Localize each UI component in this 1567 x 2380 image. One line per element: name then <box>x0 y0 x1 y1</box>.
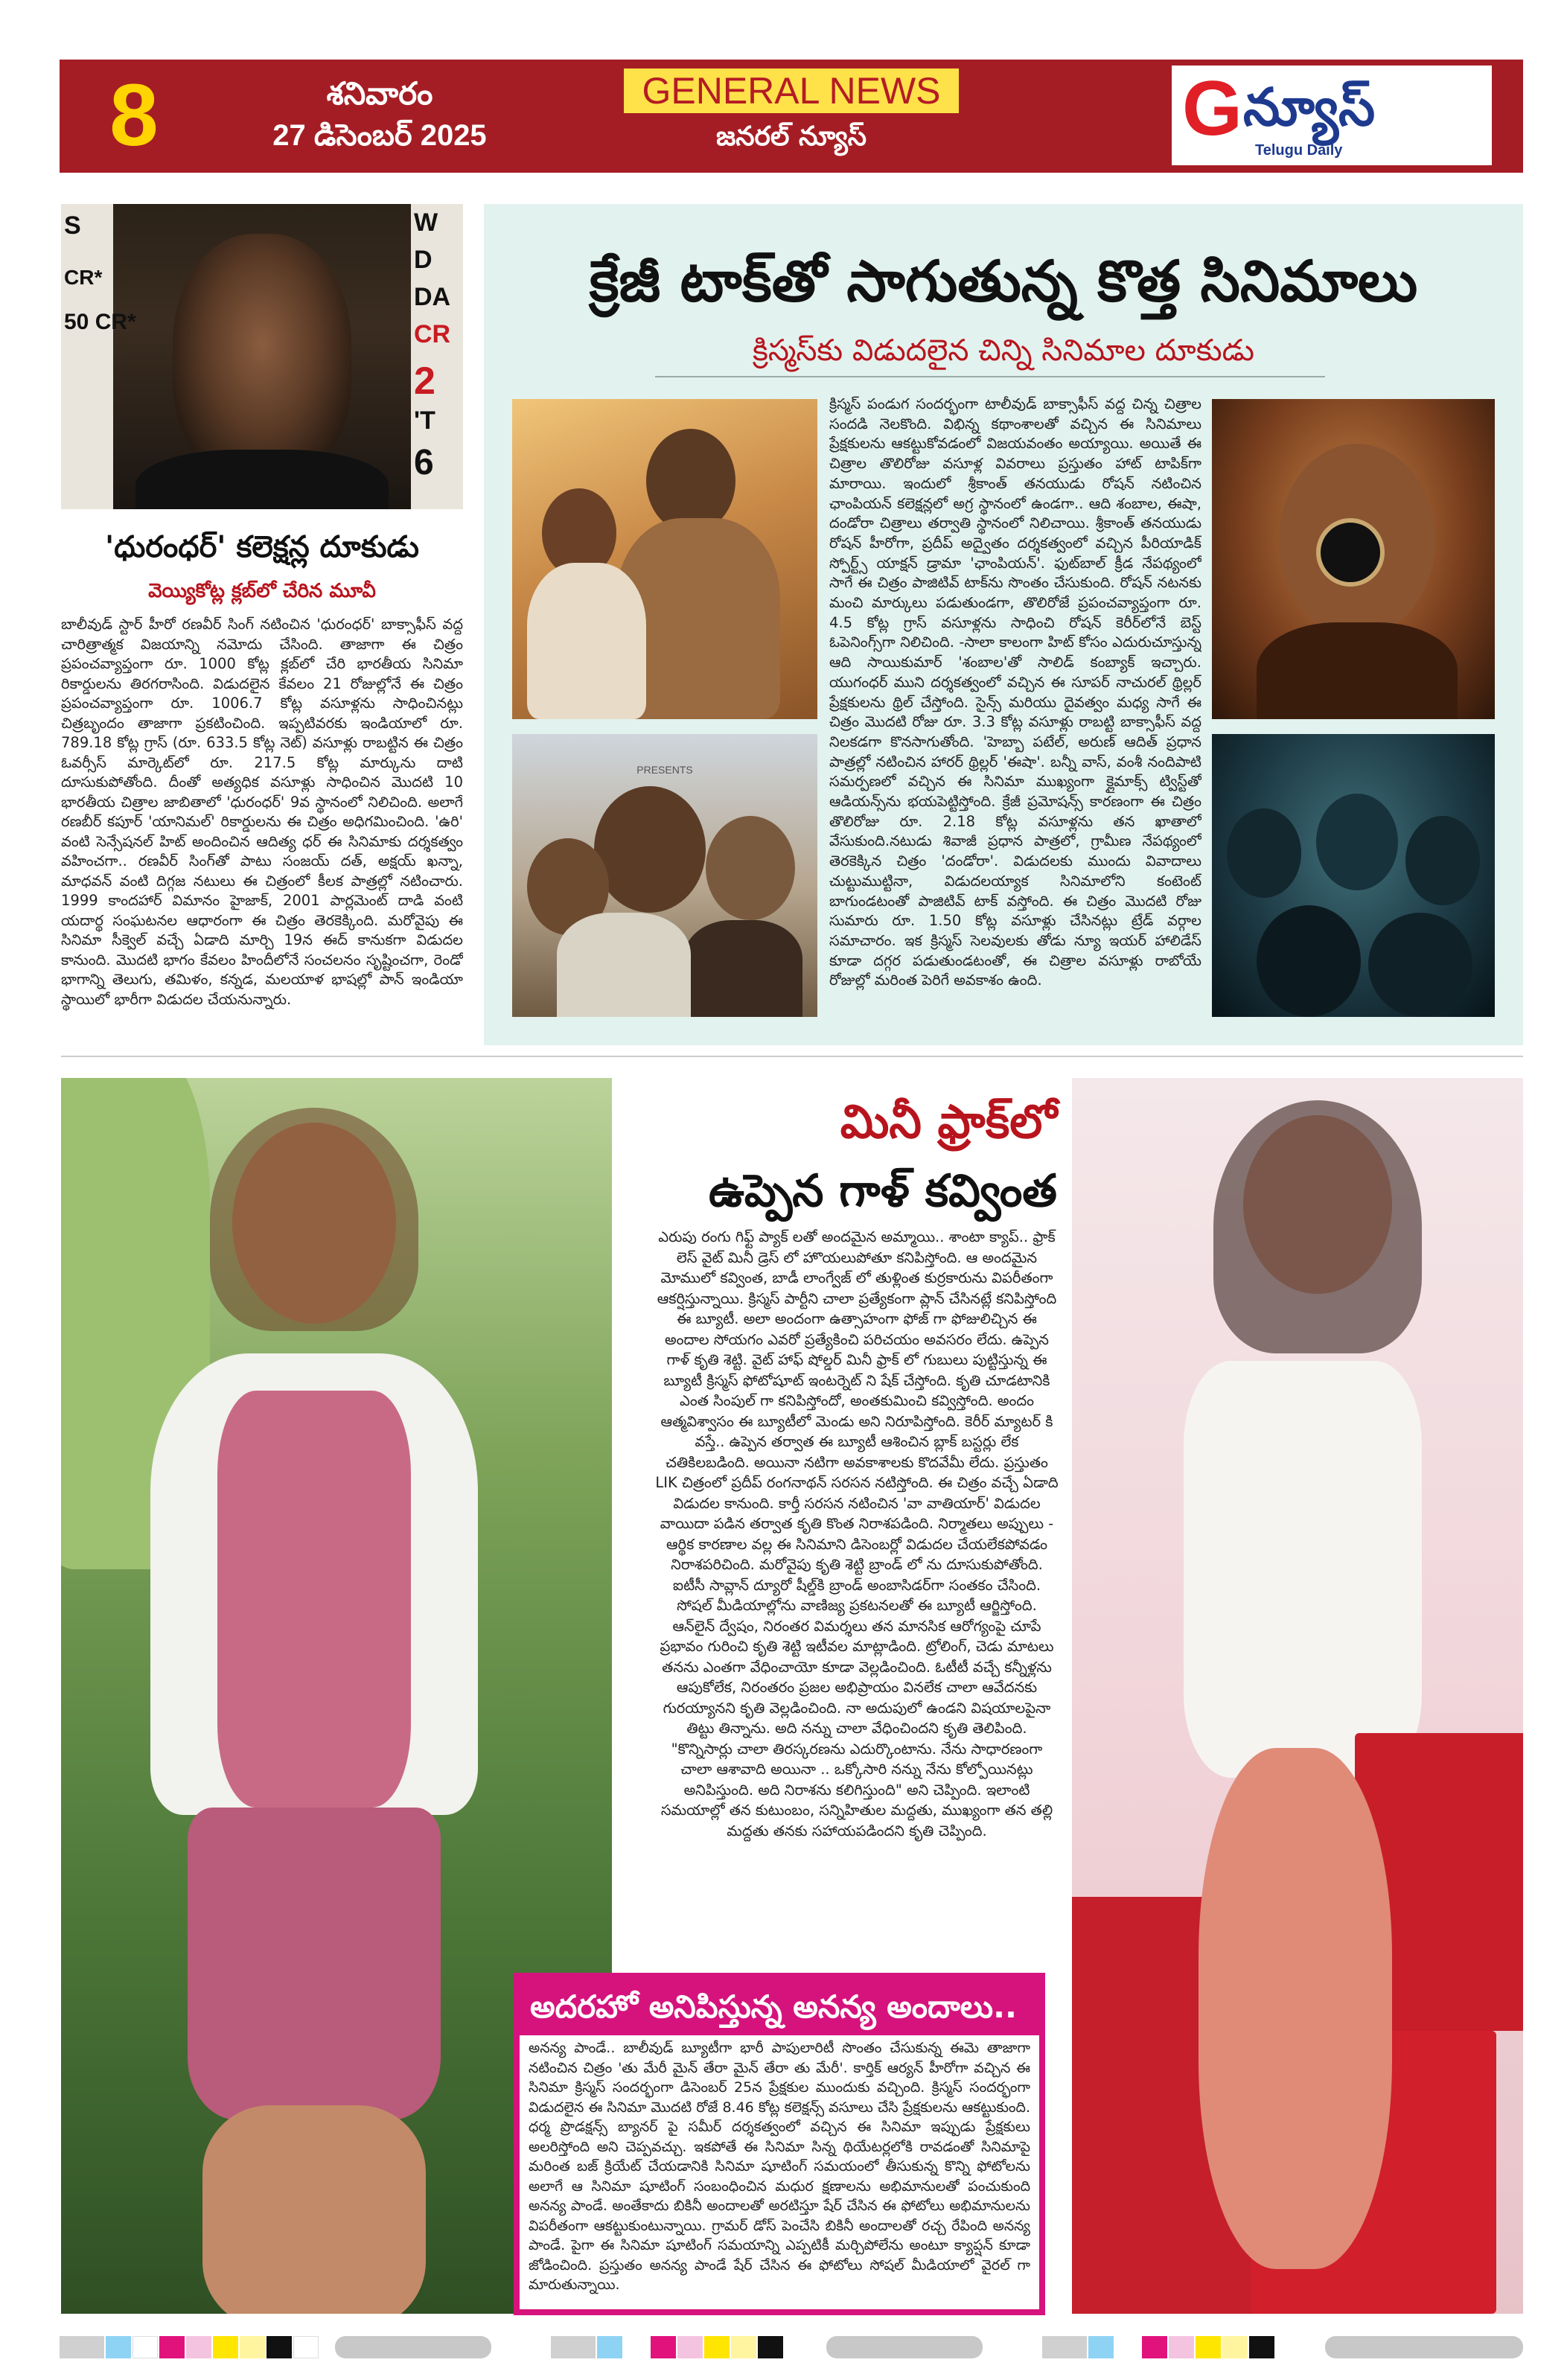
color-swatch <box>1169 2336 1194 2358</box>
g-news-logo <box>1172 66 1492 165</box>
poster-text: 6 <box>414 443 434 482</box>
color-swatch <box>826 2336 983 2358</box>
photo-shorts <box>188 1808 441 2120</box>
dandora-film-photo <box>512 734 817 1017</box>
color-swatch <box>1142 2336 1167 2358</box>
ananya-article-box <box>514 1973 1045 2315</box>
photo-legs <box>202 2105 426 2314</box>
poster-text: 'T <box>414 406 435 435</box>
shambala-film-photo <box>1212 399 1495 719</box>
photo-figure <box>527 563 646 719</box>
section-label-en: GENERAL NEWS <box>624 68 959 113</box>
masthead <box>60 60 1523 173</box>
color-swatch <box>1325 2336 1523 2358</box>
ananya-body: అనన్య పాండే.. బాలీవుడ్ బ్యూటీగా భారీ పాపులారిటీ సొంతం చేసుకున్న ఈమె తాజాగా నటించిన చిత్రం 'తు మేరీ మైన్ తేరా మైన్ తేరా తు మేరీ'. కార్తిక్ ఆర్యన్ హీరోగా వచ్చిన ఈ సినిమా క్రిస్మస్ సందర్భంగా డిసెంబర్ 25న ప్రేక్షకుల ముందుకు వచ్చింది. క్రిస్మస్ సందర్భంగా విడుదలైన ఈ సినిమా మొదటి రోజే 8.46 కోట్ల కలెక్షన్స్ వసూలు చేసి ప్రేక్షకులను ఆకట్టుకుంది. ధర్మ ప్రొడక్షన్స్ బ్యానర్ పై సమీర్ దర్శకత్వంలో వచ్చిన ఈ సినిమా ఇప్పుడు ప్రేక్షకులు అలరిస్తోంది అని చెప్పవచ్చు. ఇకపోతే ఈ సినిమా సిన్న థియేటర్లలోకి రావడంతో సినిమాపై మరింత బజ్ క్రియేట్ చేయడానికి సినిమా షూటింగ్ సమయంలో తీసుకున్న కొన్ని ఫోటోలను అలాగే ఆ సినిమా షూటింగ్ సంబంధించిన మధుర క్షణాలను అభిమానులతో పంచుకుంది అనన్య పాండే. అంతేకాదు బికినీ అందాలతో అరటిస్తూ షేర్ చేసిన ఈ ఫోటోలు అభిమానులను విపరీతంగా ఆకట్టుకుంటున్నాయి. గ్రామర్ డోస్ పెంచేసి బికినీ అందాలతో రచ్చ రేపింది అనన్య పాండే. పైగా ఈ సినిమా షూటింగ్ సమయాన్ని ఎప్పటికీ మర్చిపోలేను అంటూ క్యాప్షన్ కూడా జోడించింది. ప్రస్తుతం అనన్య పాండే షేర్ చేసిన ఈ ఫోటోలు సోషల్ మీడియాలో వైరల్ గా మారుతున్నాయి. <box>529 2040 1030 2293</box>
print-color-bar <box>60 2336 1523 2358</box>
color-swatch <box>186 2336 211 2358</box>
color-swatch <box>1249 2336 1274 2358</box>
photo-figure <box>1257 905 1361 1017</box>
photo-figure <box>594 786 706 913</box>
day-label: శనివారం <box>326 75 433 112</box>
poster-text: CR <box>414 320 451 348</box>
poster-strip-right <box>411 204 463 509</box>
photo-figure <box>683 920 802 1017</box>
color-swatch <box>704 2336 730 2358</box>
feature-body: క్రిస్మస్ పండుగ సందర్భంగా టాలీవుడ్ బాక్సాఫీస్ వద్ద చిన్న చిత్రాల సందడి నెలకొంది. విభిన్న కథాంశాలతో వచ్చిన ఈ సినిమాలు ప్రేక్షకులను ఆకట్టుకోవడంలో విజయవంతం అయ్యాయి. అయితే ఈ చిత్రాల తొలిరోజు వసూళ్ల వివరాలు ప్రస్తుతం హాట్ టాపిక్‌గా మారాయి. ఇందులో శ్రీకాంత్ తనయుడు రోషన్ నటించిన ఛాంపియన్ కలెక్షన్లలో అగ్ర స్థానంలో ఉండగా.. ఆది శంబాల, ఈషా, దండోరా చిత్రాలు తర్వాతి స్థానంలో నిలిచాయి. శ్రీకాంత్ తనయుడు రోషన్ హీరోగా, ప్రదీప్ అద్వైతం దర్శకత్వంలో వచ్చిన పీరియాడిక్ స్పోర్ట్స్ యాక్షన్ డ్రామా 'ఛాంపియన్'. ఫుట్‌బాల్ క్రీడ నేపథ్యంలో సాగే ఈ చిత్రం పాజిటివ్ టాక్‌ను సొంతం చేసుకుంది. రోషన్ నటనకు మంచి మార్కులు పడుతుండగా, తొలిరోజే ప్రపంచవ్యాప్తంగా రూ. 4.5 కోట్ల గ్రాస్ వసూళ్లను సాధించి రోషన్ కెరీర్‌లోనే బెస్ట్ ఓపెనింగ్స్‌గా నిలిచింది. -సాలా కాలంగా హిట్ కోసం ఎదురుచూస్తున్న ఆది సాయికుమార్ 'శంబాల'తో సాలిడ్ కంబ్యాక్ ఇచ్చారు. యుగంధర్ ముని దర్శకత్వంలో వచ్చిన ఈ సూపర్ నాచురల్ థ్రిల్లర్ ప్రేక్షకులను థ్రిల్ చేస్తోంది. సైన్స్ మరియు దైవత్వం మధ్య సాగే ఈ చిత్రం మొదటి రోజు రూ. 3.3 కోట్ల వసూళ్లు రాబట్టి బాక్సాఫీస్ వద్ద నిలకడగా కొనసాగుతోంది. 'హెబ్బా పటేల్, అరుణ్ ఆదిత్ ప్రధాన పాత్రల్లో నటించిన హారర్ థ్రిల్లర్ 'ఈషా'. బన్నీ వాస్, వంశీ నందిపాటి సమర్పణలో వచ్చిన ఈ సినిమా ముఖ్యంగా క్లైమాక్స్ ట్విస్ట్‌తో ఆడియన్స్‌ను భయపెట్టిస్తోంది. క్రేజీ ప్రమోషన్స్ కారణంగా ఈ చిత్రం తొలిరోజు రూ. 2.18 కోట్ల వసూళ్లను తన ఖాతాలో వేసుకుంది.నటుడు శివాజీ ప్రధాన పాత్రలో, గ్రామీణ నేపథ్యంలో తెరకెక్కిన చిత్రం 'దండోరా'. విడుదలకు ముందు వివాదాలు చుట్టుముట్టినా, విడుదలయ్యాక సినిమాలోని కంటెంట్ బాగుండటంతో పాజిటివ్ టాక్ వస్తోంది. ఈ చిత్రం మొదటి రోజు సుమారు రూ. 1.50 కోట్ల వసూళ్లు చేసినట్లు ట్రేడ్ వర్గాల సమాచారం. ఇక క్రిస్మస్ సెలవులకు తోడు న్యూ ఇయర్ హాలిడేస్ కూడా దగ్గర పడుతుండటంతో, ఈ చిత్రాల వసూళ్లు రాబోయే రోజుల్లో మరింత పెరిగే అవకాశం ఉంది. <box>829 395 1201 989</box>
poster-text: 50 CR* <box>64 310 136 334</box>
color-swatch <box>106 2336 131 2358</box>
poster-strip-left <box>61 204 136 509</box>
color-swatch <box>677 2336 703 2358</box>
photo-figure <box>1227 808 1301 898</box>
photo-figure <box>1316 794 1398 890</box>
photo-figure <box>1405 816 1480 905</box>
color-swatch <box>213 2336 238 2358</box>
dateline <box>246 73 514 162</box>
color-swatch <box>293 2336 319 2358</box>
frock-headline-line2: ఉప్పెన గాళ్ కవ్వింత <box>708 1165 1057 1217</box>
section-label-te: జనరల్ న్యూస్ <box>715 121 867 152</box>
color-swatch <box>758 2336 783 2358</box>
frock-headline-line1: మినీ ఫ్రాక్‌లో <box>840 1094 1057 1149</box>
photo-figure <box>557 913 691 1017</box>
color-swatch <box>240 2336 265 2358</box>
photo-top <box>217 1391 411 1808</box>
photo-caption: PRESENTS <box>636 764 693 776</box>
photo-figure <box>646 429 735 533</box>
photo-figure <box>706 816 795 920</box>
color-swatch <box>1196 2336 1221 2358</box>
color-swatch <box>651 2336 676 2358</box>
photo-detail <box>1316 518 1385 587</box>
photo-dress <box>1184 1361 1422 1778</box>
dhurandhar-subheadline: వెయ్యికోట్ల క్లబ్‌లో చేరిన మూవీ <box>148 580 376 602</box>
poster-text: D <box>414 246 433 274</box>
section-label <box>624 68 959 164</box>
color-swatch <box>267 2336 292 2358</box>
ananya-headline: అదరహో అనిపిస్తున్న అనన్య అందాలు.. <box>520 1979 1039 2035</box>
dhurandhar-photo <box>61 204 463 509</box>
poster-text: S <box>64 211 81 240</box>
color-swatch <box>1088 2336 1114 2358</box>
feature-subheadline: క్రిస్మస్‌కు విడుదలైన చిన్ని సినిమాల దూకుడు <box>752 334 1255 368</box>
feature-divider <box>655 376 1325 377</box>
page-number: 8 <box>109 66 159 165</box>
actor-portrait <box>173 234 351 479</box>
actor-shirt <box>135 450 389 509</box>
photo-figure <box>1257 622 1458 719</box>
poster-text: 2 <box>414 360 435 403</box>
photo-hair <box>210 1108 418 1331</box>
color-swatch <box>133 2336 158 2358</box>
color-swatch <box>1222 2336 1248 2358</box>
date-label: 27 డిసెంబర్ 2025 <box>272 119 487 152</box>
logo-text: న్యూస్ <box>1243 77 1376 138</box>
champion-film-photo <box>512 399 817 719</box>
photo-hair <box>1213 1100 1422 1353</box>
photo-figure <box>1368 913 1472 1017</box>
section-divider <box>61 1056 1523 1057</box>
poster-text: DA <box>414 283 451 311</box>
feature-headline: క్రేజీ టాక్‌తో సాగుతున్న కొత్త సినిమాలు <box>589 248 1418 314</box>
dhurandhar-headline: 'ధురంధర్' కలెక్షన్ల దూకుడు <box>105 530 419 564</box>
logo-letter: G <box>1182 66 1242 152</box>
color-swatch <box>731 2336 756 2358</box>
color-swatch <box>60 2336 104 2358</box>
dhurandhar-body: బాలీవుడ్ స్టార్ హీరో రణవీర్ సింగ్ నటించిన 'ధురంధర్' బాక్సాఫీస్ వద్ద చారిత్రాత్మక విజయాన్ని నమోదు చేసింది. తాజాగా ఈ చిత్రం ప్రపంచవ్యాప్తంగా రూ. 1000 కోట్ల క్లబ్‌లో చేరి భారతీయ సినిమా రికార్డులను తిరగరాసింది. విడుదలైన కేవలం 21 రోజుల్లోనే ఈ చిత్రం ప్రపంచవ్యాప్తంగా రూ. 1006.7 కోట్ల వసూళ్లను సాధించినట్లు చిత్రబృందం తాజాగా ప్రకటించింది. ఇప్పటివరకు ఇండియాలో రూ. 789.18 కోట్ల గ్రాస్ (రూ. 633.5 కోట్ల నెట్) వసూళ్లు రాబట్టిన ఈ చిత్రం ఓవర్సీస్ మార్కెట్‌లో రూ. 217.5 కోట్ల మార్కును దాటి దూసుకుపోతోంది. దీంతో అత్యధిక వసూళ్లు సాధించిన మొదటి 10 భారతీయ చిత్రాల జాబితాలో 'ధురంధర్' 9వ స్థానంలో నిలిచింది. అలాగే రణబీర్ కపూర్ 'యానిమల్' రికార్డులను ఈ చిత్రం అధిగమించింది. 'ఉరి' వంటి సెన్సేషనల్ హిట్ అందించిన ఆదిత్య ధర్ ఈ సినిమాకు దర్శకత్వం వహించగా.. రణవీర్ సింగ్‌తో పాటు సంజయ్ దత్, అక్షయ్ ఖన్నా, మాధవన్ వంటి దిగ్గజ నటులు ఈ చిత్రంలో కీలక పాత్రల్లో నటించారు. 1999 కాందహార్ విమానం హైజాక్, 2001 పార్లమెంట్ దాడి వంటి యదార్థ సంఘటనల ఆధారంగా ఈ చిత్రం తెరకెక్కింది. మరోవైపు ఈ సినిమా సీక్వెల్ వచ్చే ఏడాది మార్చి 19న ఈద్ కానుకగా విడుదల కానుంది. మొదటి భాగం కేవలం హిందీలోనే సంచలనం సృష్టించగా, రెండో భాగాన్ని తెలుగు, తమిళం, కన్నడ, మలయాళ భాషల్లో పాన్ ఇండియా స్థాయిలో భారీగా విడుదల చేయనున్నారు. <box>61 616 463 1008</box>
eesha-film-photo <box>1212 734 1495 1017</box>
poster-text: CR* <box>64 266 103 289</box>
poster-text: W <box>414 208 438 237</box>
color-swatch <box>1042 2336 1087 2358</box>
color-swatch <box>335 2336 491 2358</box>
color-swatch <box>159 2336 185 2358</box>
krithi-photo <box>1072 1078 1523 2314</box>
frock-body: ఎరుపు రంగు గిఫ్ట్ ప్యాక్‌ లతో అందమైన అమ్మాయి.. శాంటా క్యాప్.. ఫ్రాక్ లెస్ వైట్ మినీ డ్రెస్ లో హొయలుపోతూ కనిపిస్తోంది. ఆ అందమైన మోములో కవ్వింత, బాడీ లాంగ్వేజ్ లో తుళ్లింత కుర్రకారును విపరీతంగా ఆకర్షిస్తున్నాయి. క్రిస్మస్ పార్టీని చాలా ప్రత్యేకంగా ప్లాన్ చేసినట్లే కనిపిస్తోంది ఈ బ్యూటీ. అలా అందంగా ఉత్సాహంగా ఫోజ్ గా ఫోజులిచ్చిన ఈ అందాల సోయగం ఎవరో ప్రత్యేకించి పరిచయం అవసరం లేదు. ఉప్పెన గాళ్ కృతి శెట్టి. వైట్ హాఫ్ షోల్డర్ మినీ ఫ్రాక్ లో గుబులు పుట్టిస్తున్న ఈ బ్యూటీ క్రిస్మస్ ఫోటోషూట్ ఇంటర్నెట్ ని షేక్ చేస్తోంది. కృతి చూడటానికి ఎంత సింపుల్ గా కనిపిస్తోందో, అంతకుమించి కవ్విస్తోంది. అందం ఆత్మవిశ్వాసం ఈ బ్యూటీలో మెండు అని నిరూపిస్తోంది. కెరీర్ మ్యాటర్ కి వస్తే.. ఉప్పెన తర్వాత ఈ బ్యూటీ ఆశించిన బ్లాక్ బస్టర్లు లేక చతికిలబడింది. అయినా నటిగా అవకాశాలకు కొదవేమీ లేదు. ప్రస్తుతం LIK చిత్రంలో ప్రదీప్ రంగనాథన్ సరసన నటిస్తోంది. ఈ చిత్రం వచ్చే ఏడాది విడుదల కానుంది. కార్తీ సరసన నటించిన 'వా వాతియార్' విడుదల వాయిదా పడిన తర్వాత కృతి కొంత నిరాశపడింది. నిర్మాతలు అప్పులు - ఆర్థిక కారణాల వల్ల ఈ సినిమాని డిసెంబర్లో విడుదల చేయలేకపోవడం నిరాశపరిచింది. మరోవైపు కృతి శెట్టి బ్రాండ్ లో ను దూసుకుపోతోంది. ఐటీసీ సావ్లాన్ ద్యూరో షీల్డ్‌కి బ్రాండ్ అంబాసిడర్‌గా సంతకం చేసింది. సోషల్ మీడియాల్లోను వాణిజ్య ప్రకటనలతో ఈ బ్యూటీ ఆర్జిస్తోంది. ఆన్‌లైన్ ద్వేషం, నిరంతర విమర్శలు తన మానసిక ఆరోగ్యంపై చూపే ప్రభావం గురించి కృతి శెట్టి ఇటీవల మాట్లాడింది. ట్రోలింగ్, చెడు మాటలు తనను ఎంతగా వేధించాయో కూడా వెల్లడించింది. ఓటీటీ వచ్చే కన్నీళ్లను ఆపుకోలేక, నిరంతరం ప్రజల అభిప్రాయం వినలేక చాలా ఆవేదనకు గురయ్యానని కృతి వెల్లడించింది. నా అదుపులో ఉండని విషయాలపైనా తిట్టు తిన్నాను. అది నన్ను చాలా వేధించిందని కృతి తెలిపింది. "కొన్నిసార్లు చాలా తిరస్కరణను ఎదుర్కొంటాను. నేను సాధారణంగా చాలా ఆశావాది అయినా .. ఒక్కోసారి నన్ను నేను కోల్పోయినట్లు అనిపిస్తుంది. అది నిరాశను కలిగిస్తుంది" అని చెప్పింది. ఇలాంటి సమయాల్లో తన కుటుంబం, సన్నిహితుల మద్దతు, ముఖ్యంగా తన తల్లి మద్దతు తనకు సహాయపడిందని కృతి చెప్పింది. <box>655 1228 1059 1840</box>
color-swatch <box>551 2336 596 2358</box>
photo-legs <box>1199 1748 1392 2269</box>
logo-subtitle: Telugu Daily <box>1255 142 1343 159</box>
color-swatch <box>597 2336 622 2358</box>
